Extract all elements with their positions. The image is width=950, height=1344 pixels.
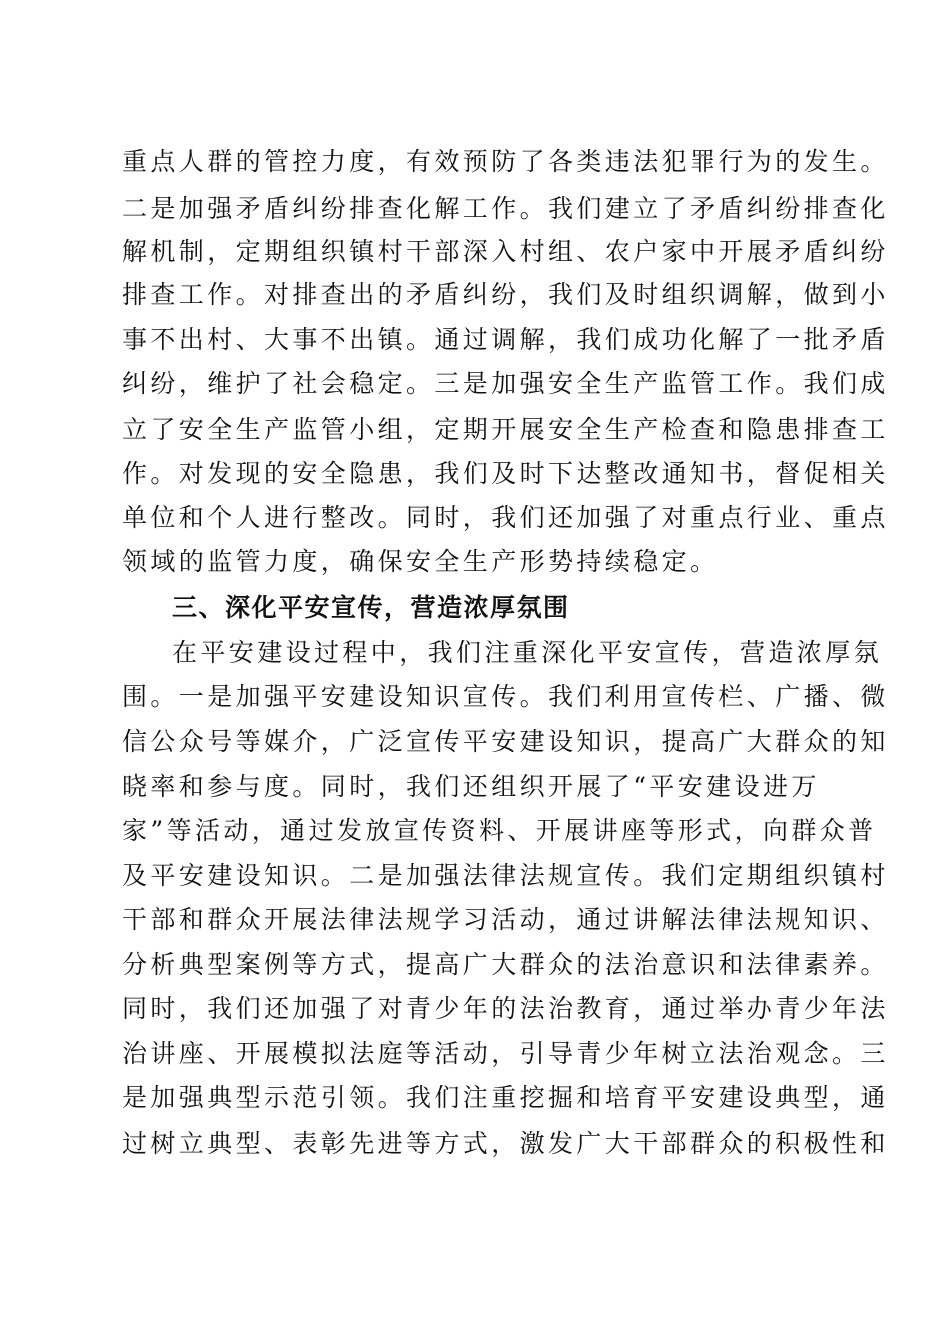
body-text-line: 家”等活动，通过发放宣传资料、开展讲座等形式，向群众普 <box>122 816 877 845</box>
body-text-line: 及平安建设知识。二是加强法律法规宣传。我们定期组织镇村 <box>122 861 889 890</box>
body-text-line: 在平安建设过程中，我们注重深化平安宣传，营造浓厚氛 <box>172 638 883 667</box>
body-text-line: 领域的监管力度，确保安全生产形势持续稳定。 <box>122 547 719 576</box>
body-text-line: 重点人群的管控力度，有效预防了各类违法犯罪行为的发生。 <box>122 147 889 176</box>
body-text-line: 过树立典型、表彰先进等方式，激发广大干部群众的积极性和 <box>122 1129 889 1158</box>
body-text-line: 分析典型案例等方式，提高广大群众的法治意识和法律素养。 <box>122 950 889 979</box>
body-text-line: 围。一是加强平安建设知识宣传。我们利用宣传栏、广播、微 <box>122 682 889 711</box>
body-text-line: 事不出村、大事不出镇。通过调解，我们成功化解了一批矛盾 <box>122 325 889 354</box>
body-text-line: 是加强典型示范引领。我们注重挖掘和培育平安建设典型，通 <box>122 1083 889 1112</box>
body-text-line: 单位和个人进行整改。同时，我们还加强了对重点行业、重点 <box>122 503 889 532</box>
body-text-line: 纠纷，维护了社会稳定。三是加强安全生产监管工作。我们成 <box>122 369 889 398</box>
body-text-line: 二是加强矛盾纠纷排查化解工作。我们建立了矛盾纠纷排查化 <box>122 194 889 223</box>
body-text-line: 干部和群众开展法律法规学习活动，通过讲解法律法规知识、 <box>122 905 889 934</box>
section-heading: 三、深化平安宣传，营造浓厚氛围 <box>172 593 570 622</box>
body-text-line: 排查工作。对排查出的矛盾纠纷，我们及时组织调解，做到小 <box>122 280 889 309</box>
body-text-line: 治讲座、开展模拟法庭等活动，引导青少年树立法治观念。三 <box>122 1039 889 1068</box>
body-text-line: 信公众号等媒介，广泛宣传平安建设知识，提高广大群众的知 <box>122 727 889 756</box>
body-text-line: 解机制，定期组织镇村干部深入村组、农户家中开展矛盾纠纷 <box>122 237 889 266</box>
body-text-line: 晓率和参与度。同时，我们还组织开展了“平安建设进万 <box>122 772 820 801</box>
body-text-line: 同时，我们还加强了对青少年的法治教育，通过举办青少年法 <box>122 994 889 1023</box>
body-text-line: 作。对发现的安全隐患，我们及时下达整改通知书，督促相关 <box>122 459 889 488</box>
body-text-line: 立了安全生产监管小组，定期开展安全生产检查和隐患排查工 <box>122 415 889 444</box>
